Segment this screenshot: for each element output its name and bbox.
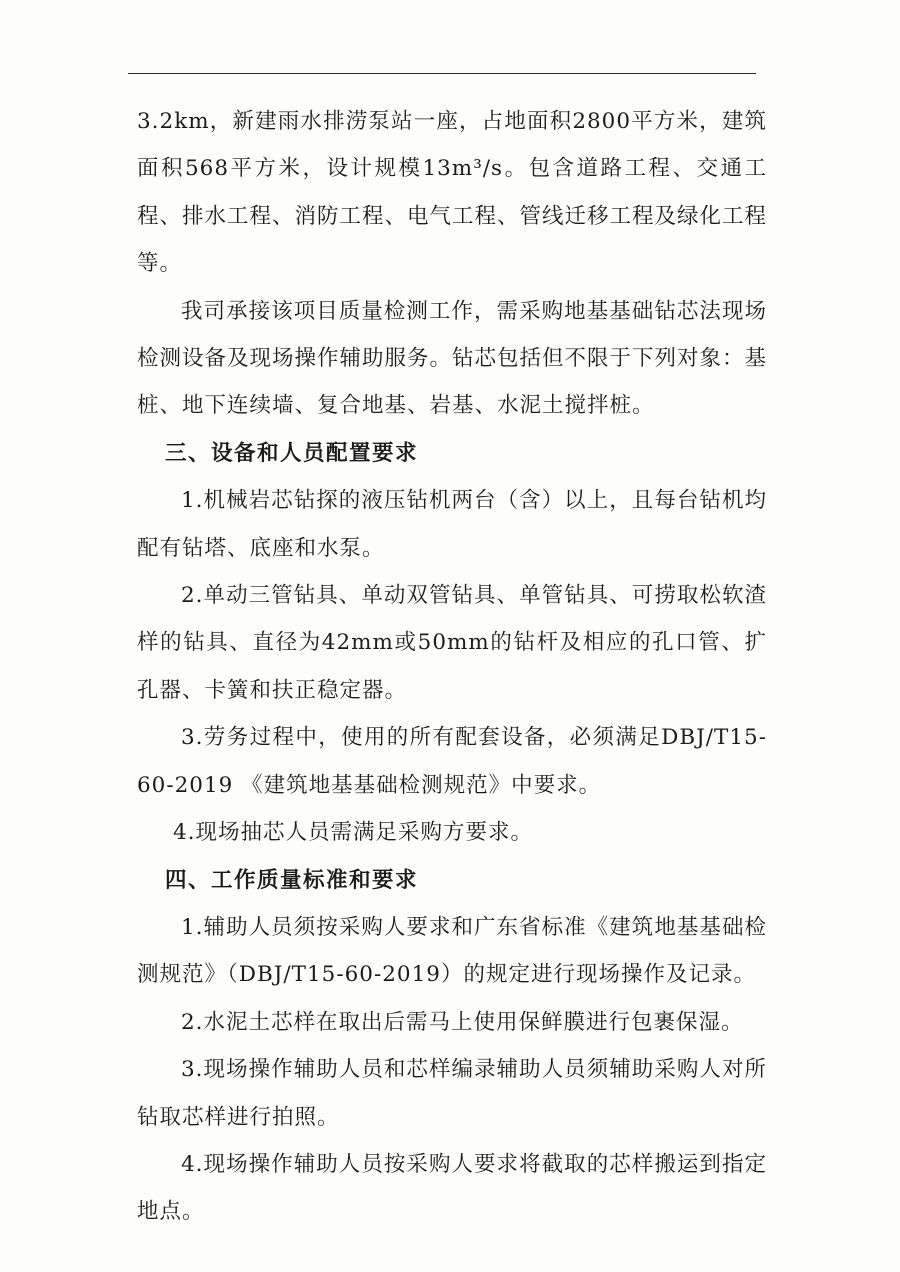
list-item-standard-compliance: 3.劳务过程中，使用的所有配套设备，必须满足DBJ/T15-60-2019 《建筑地基基础检测规范》中要求。 bbox=[137, 725, 767, 798]
header-rule bbox=[128, 73, 756, 74]
list-item-drilling-tools: 2.单动三管钻具、单动双管钻具、单管钻具、可捞取松软渣样的钻具、直径为42mm或50mm的钻杆及相应的孔口管、扩孔器、卡簧和扶正稳定器。 bbox=[137, 583, 767, 703]
list-item-drilling-rig: 1.机械岩芯钻探的液压钻机两台（含）以上，且每台钻机均配有钻塔、底座和水泵。 bbox=[137, 488, 767, 561]
paragraph-project-scope: 3.2km，新建雨水排涝泵站一座，占地面积2800平方米，建筑面积568平方米，设计规模13m³/s。包含道路工程、交通工程、排水工程、消防工程、电气工程、管线迁移工程及绿化工程等。 bbox=[137, 109, 768, 277]
section-heading-quality: 四、工作质量标准和要求 bbox=[165, 867, 419, 893]
list-item-transport: 4.现场操作辅助人员按采购人要求将截取的芯样搬运到指定地点。 bbox=[137, 1151, 767, 1225]
section-heading-equipment: 三、设备和人员配置要求 bbox=[165, 440, 419, 466]
list-item-sample-wrapping: 2.水泥土芯样在取出后需马上使用保鲜膜进行包裹保湿。 bbox=[181, 1009, 744, 1035]
body-text bbox=[137, 98, 767, 1236]
list-item-personnel: 4.现场抽芯人员需满足采购方要求。 bbox=[173, 820, 534, 846]
list-item-operation-record: 1.辅助人员须按采购人要求和广东省标准《建筑地基基础检测规范》（DBJ/T15-60-2019）的规定进行现场操作及记录。 bbox=[137, 914, 767, 988]
list-item-photography: 3.现场操作辅助人员和芯样编录辅助人员须辅助采购人对所钻取芯样进行拍照。 bbox=[137, 1057, 767, 1130]
paragraph-procurement-need: 我司承接该项目质量检测工作，需采购地基基础钻芯法现场检测设备及现场操作辅助服务。钻芯包括但不限于下列对象：基桩、地下连续墙、复合地基、岩基、水泥土搅拌桩。 bbox=[137, 298, 768, 419]
